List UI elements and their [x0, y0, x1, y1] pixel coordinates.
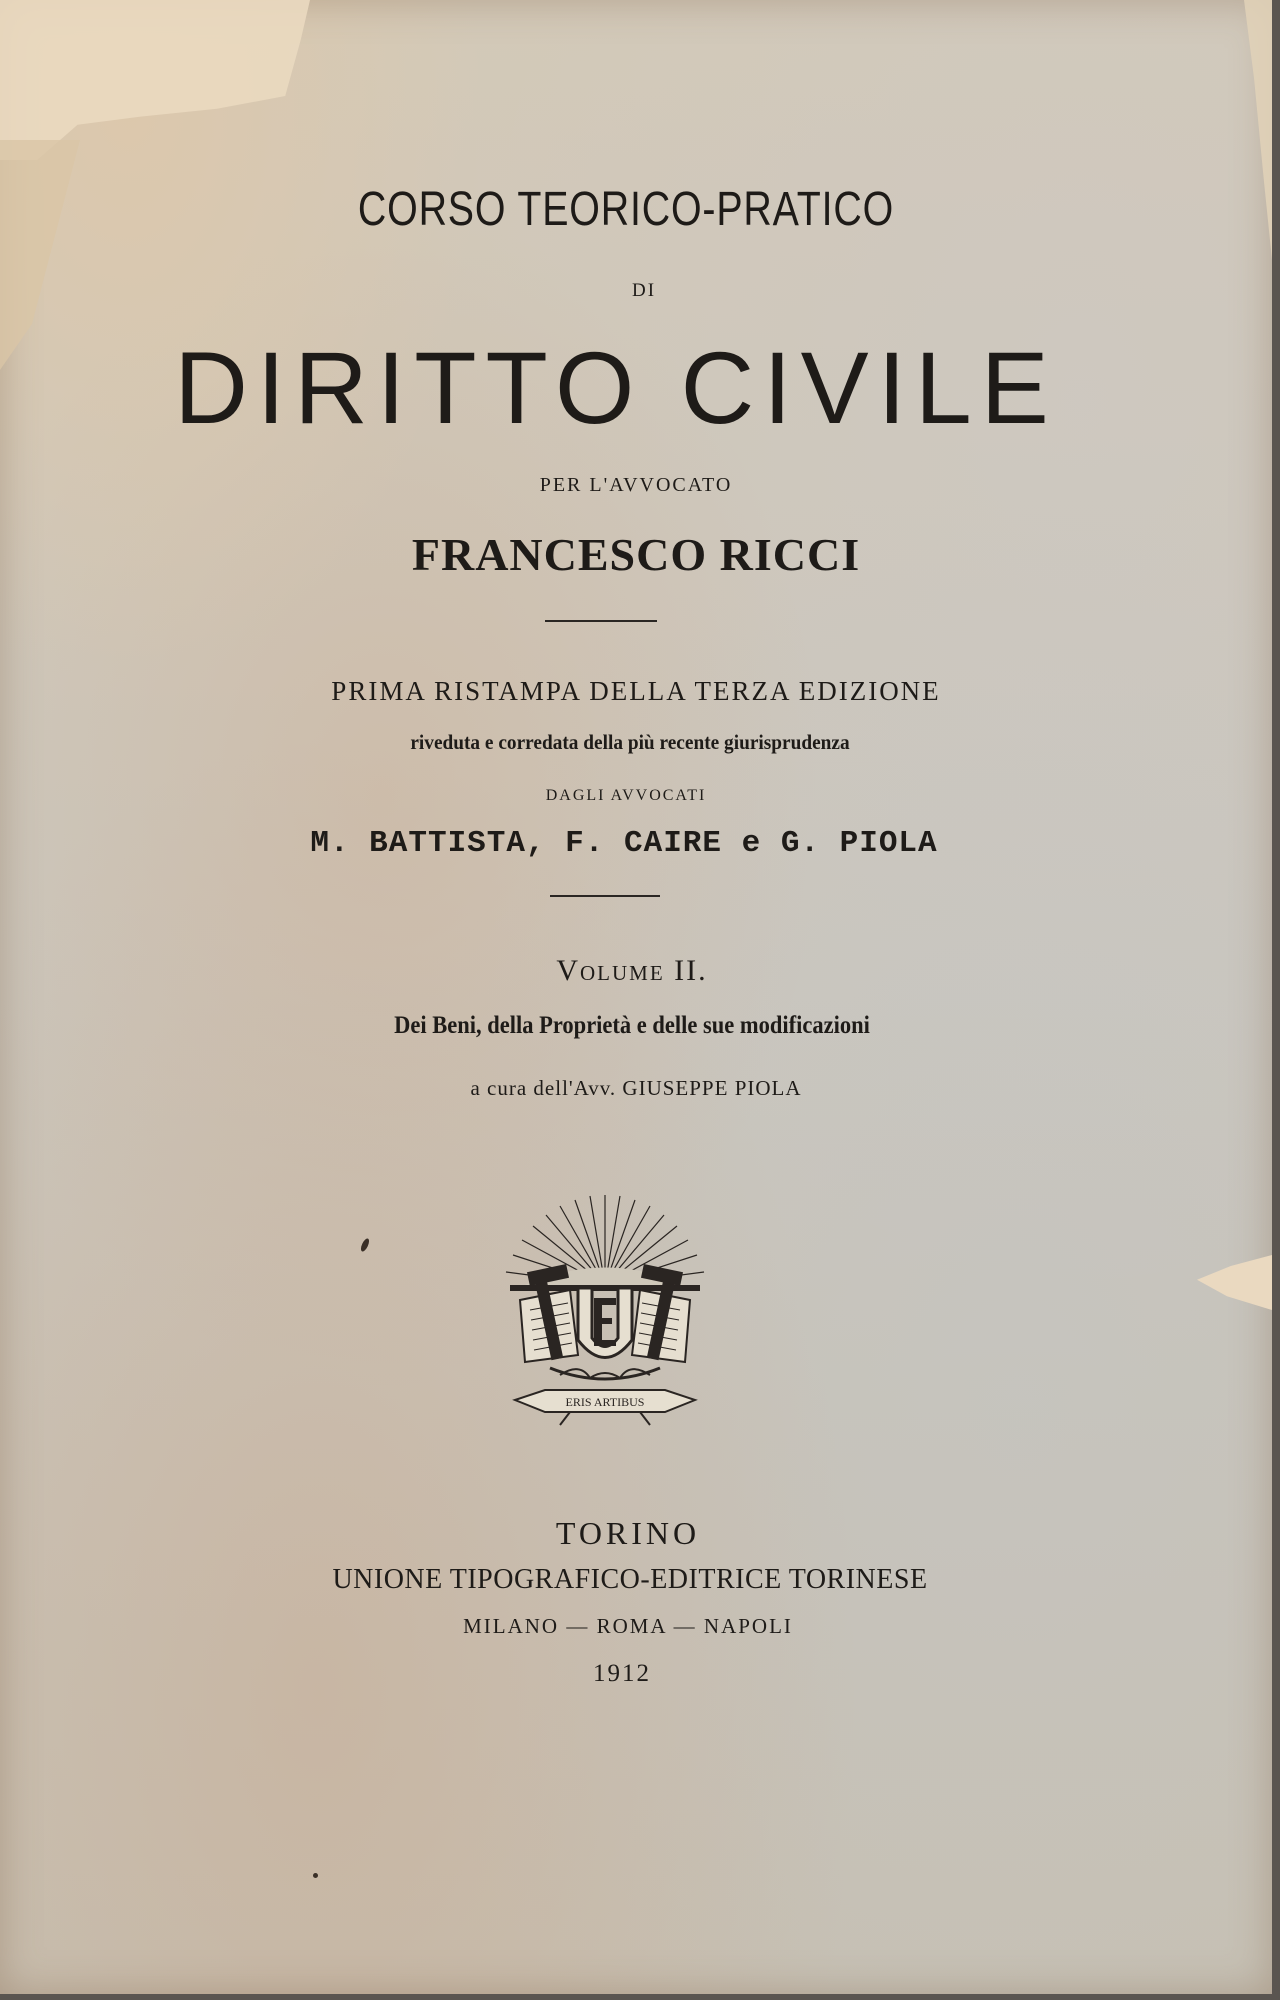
preposition-di: DI — [631, 280, 657, 301]
editors-names: M. BATTISTA, F. CAIRE e G. PIOLA — [310, 826, 938, 861]
author-name: FRANCESCO RICCI — [411, 529, 861, 580]
divider-rule — [545, 620, 657, 622]
course-title: CORSO TEORICO-PRATICO — [357, 183, 895, 236]
curator-line: a cura dell'Avv. GIUSEPPE PIOLA — [470, 1076, 802, 1100]
branch-cities: MILANO — ROMA — NAPOLI — [463, 1614, 793, 1638]
divider-rule — [550, 895, 660, 897]
torn-corner — [0, 0, 310, 160]
publisher-emblem — [490, 1190, 720, 1430]
publication-year: 1912 — [593, 1660, 651, 1687]
worn-edge-right — [1232, 0, 1272, 260]
volume-subject: Dei Beni, della Proprietà e delle sue modificazioni — [394, 1012, 870, 1039]
main-title: DIRITTO CIVILE — [174, 331, 1058, 445]
torn-nick-right — [1197, 1255, 1272, 1310]
imprint-city: TORINO — [555, 1515, 701, 1551]
editors-intro: DAGLI AVVOCATI — [545, 787, 707, 804]
per-line: PER L'AVVOCATO — [539, 474, 733, 496]
edition-line: PRIMA RISTAMPA DELLA TERZA EDIZIONE — [331, 676, 941, 706]
ink-speck — [359, 1237, 370, 1252]
volume-number: Volume II. — [556, 954, 708, 987]
emblem-motto: ERIS ARTIBUS — [565, 1395, 645, 1409]
ink-speck — [313, 1873, 318, 1878]
publisher-name: UNIONE TIPOGRAFICO-EDITRICE TORINESE — [332, 1564, 928, 1595]
revision-line: riveduta e corredata della più recente giurisprudenza — [410, 730, 850, 754]
